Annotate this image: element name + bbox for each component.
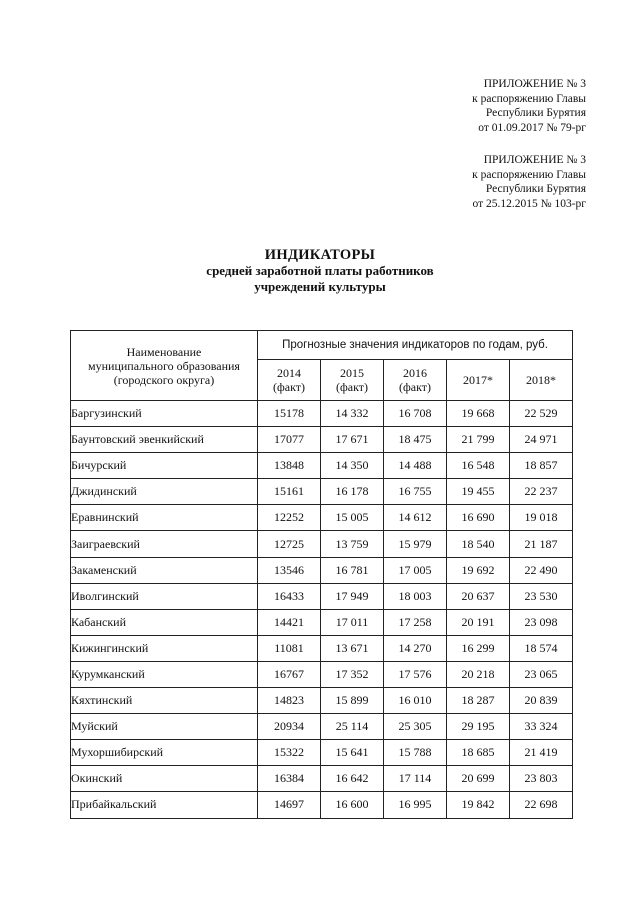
- indicator-value: 17077: [258, 427, 321, 453]
- indicator-value: 17 671: [321, 427, 384, 453]
- year-column-header: [258, 360, 321, 401]
- municipality-name: Муйский: [71, 714, 258, 740]
- indicator-value: 18 685: [447, 740, 510, 766]
- title-line-3: учреждений культуры: [254, 279, 386, 294]
- table-row: [71, 427, 573, 453]
- indicator-value: 16 755: [384, 479, 447, 505]
- appendix-ref: к распоряжению Главы: [472, 168, 586, 181]
- indicator-value: 15178: [258, 401, 321, 427]
- indicator-value: 17 352: [321, 661, 384, 687]
- appendix-title: ПРИЛОЖЕНИЕ № 3: [483, 154, 586, 166]
- municipality-name: Кяхтинский: [71, 688, 258, 714]
- indicator-value: 17 011: [321, 609, 384, 635]
- indicator-value: 22 529: [510, 401, 573, 427]
- indicator-value: 13 671: [321, 635, 384, 661]
- header-line: Наименование: [126, 344, 202, 359]
- table-row: [71, 661, 573, 687]
- indicator-value: 16 690: [447, 505, 510, 531]
- table-row: [71, 740, 573, 766]
- municipality-name: Курумканский: [71, 661, 258, 687]
- indicator-value: 23 098: [510, 609, 573, 635]
- indicator-value: 16 708: [384, 401, 447, 427]
- municipality-name: Джидинский: [71, 479, 258, 505]
- year-column-header: [384, 360, 447, 401]
- indicator-value: 14421: [258, 609, 321, 635]
- indicator-value: 14 270: [384, 635, 447, 661]
- appendix-current: [472, 77, 586, 135]
- forecast-group-header: Прогнозные значения индикаторов по годам, руб.: [258, 331, 573, 360]
- header-line: муниципального образования: [88, 358, 240, 373]
- table-row: [71, 609, 573, 635]
- municipality-name: Прибайкальский: [71, 792, 258, 818]
- table-row: [71, 635, 573, 661]
- indicator-value: 17 114: [384, 766, 447, 792]
- indicator-value: 16 010: [384, 688, 447, 714]
- indicator-value: 29 195: [447, 714, 510, 740]
- indicator-value: 13848: [258, 453, 321, 479]
- indicator-value: 18 574: [510, 635, 573, 661]
- table-row: [71, 766, 573, 792]
- indicator-value: 16767: [258, 661, 321, 687]
- indicator-value: 17 576: [384, 661, 447, 687]
- indicator-value: 19 455: [447, 479, 510, 505]
- table-row: [71, 714, 573, 740]
- indicator-value: 25 114: [321, 714, 384, 740]
- indicator-value: 16 781: [321, 557, 384, 583]
- appendix-date: от 25.12.2015 № 103-рг: [472, 197, 586, 210]
- indicator-value: 18 857: [510, 453, 573, 479]
- year-label: 2014: [277, 366, 301, 380]
- indicator-value: 14 332: [321, 401, 384, 427]
- indicator-value: 33 324: [510, 714, 573, 740]
- table-row: [71, 505, 573, 531]
- municipality-name: Заиграевский: [71, 531, 258, 557]
- indicator-value: 16 995: [384, 792, 447, 818]
- indicator-value: 23 530: [510, 583, 573, 609]
- header-line: (городского округа): [113, 372, 215, 387]
- indicator-value: 12252: [258, 505, 321, 531]
- indicator-value: 18 287: [447, 688, 510, 714]
- year-note: (факт): [398, 380, 431, 394]
- indicator-value: 23 065: [510, 661, 573, 687]
- indicator-value: 19 668: [447, 401, 510, 427]
- year-note: (факт): [272, 380, 305, 394]
- indicator-value: 15161: [258, 479, 321, 505]
- municipality-name: Иволгинский: [71, 583, 258, 609]
- appendix-previous: [472, 153, 586, 211]
- indicator-value: 17 949: [321, 583, 384, 609]
- indicator-value: 22 698: [510, 792, 573, 818]
- year-label: 2018*: [526, 373, 557, 387]
- indicator-value: 24 971: [510, 427, 573, 453]
- appendix-authority: Республики Бурятия: [485, 107, 586, 119]
- year-column-header: [447, 360, 510, 401]
- indicator-value: 21 187: [510, 531, 573, 557]
- table-row: [71, 479, 573, 505]
- indicator-value: 16 548: [447, 453, 510, 479]
- indicator-value: 20 637: [447, 583, 510, 609]
- municipality-name: Баргузинский: [71, 401, 258, 427]
- indicator-value: 15322: [258, 740, 321, 766]
- indicator-value: 18 003: [384, 583, 447, 609]
- indicator-value: 17 258: [384, 609, 447, 635]
- table-row: [71, 583, 573, 609]
- year-label: 2016: [403, 366, 427, 380]
- indicator-value: 22 490: [510, 557, 573, 583]
- indicator-value: 20934: [258, 714, 321, 740]
- indicator-value: 14 350: [321, 453, 384, 479]
- municipality-name: Кижингинский: [71, 635, 258, 661]
- table-body: [71, 401, 573, 819]
- table-row: [71, 401, 573, 427]
- indicator-value: 20 191: [447, 609, 510, 635]
- appendix-authority: Республики Бурятия: [485, 183, 586, 195]
- indicator-value: 11081: [258, 635, 321, 661]
- indicator-value: 15 788: [384, 740, 447, 766]
- indicator-value: 12725: [258, 531, 321, 557]
- table-row: [71, 531, 573, 557]
- table-row: [71, 688, 573, 714]
- municipality-column-header: [71, 331, 258, 401]
- indicator-value: 14697: [258, 792, 321, 818]
- indicator-value: 20 699: [447, 766, 510, 792]
- indicators-table: [70, 330, 573, 819]
- table-row: [71, 453, 573, 479]
- indicator-value: 19 692: [447, 557, 510, 583]
- indicator-value: 15 005: [321, 505, 384, 531]
- indicator-value: 14 612: [384, 505, 447, 531]
- table-row: [71, 792, 573, 818]
- indicator-value: 19 018: [510, 505, 573, 531]
- appendix-date: от 01.09.2017 № 79-рг: [478, 121, 586, 134]
- municipality-name: Мухоршибирский: [71, 740, 258, 766]
- indicator-value: 20 218: [447, 661, 510, 687]
- indicator-value: 20 839: [510, 688, 573, 714]
- title-line-2: средней заработной платы работников: [206, 263, 434, 278]
- indicator-value: 13 759: [321, 531, 384, 557]
- indicator-value: 16433: [258, 583, 321, 609]
- indicator-value: 22 237: [510, 479, 573, 505]
- municipality-name: Баунтовский эвенкийский: [71, 427, 258, 453]
- indicator-value: 16 642: [321, 766, 384, 792]
- document-title: [0, 247, 640, 295]
- indicator-value: 16384: [258, 766, 321, 792]
- indicator-value: 18 475: [384, 427, 447, 453]
- year-column-header: [510, 360, 573, 401]
- indicator-value: 16 299: [447, 635, 510, 661]
- municipality-name: Окинский: [71, 766, 258, 792]
- year-label: 2015: [340, 366, 364, 380]
- indicator-value: 21 799: [447, 427, 510, 453]
- municipality-name: Еравнинский: [71, 505, 258, 531]
- indicator-value: 19 842: [447, 792, 510, 818]
- indicator-value: 25 305: [384, 714, 447, 740]
- indicator-value: 15 899: [321, 688, 384, 714]
- indicator-value: 23 803: [510, 766, 573, 792]
- indicator-value: 15 979: [384, 531, 447, 557]
- year-column-header: [321, 360, 384, 401]
- indicator-value: 14 488: [384, 453, 447, 479]
- municipality-name: Кабанский: [71, 609, 258, 635]
- indicator-value: 13546: [258, 557, 321, 583]
- municipality-name: Бичурский: [71, 453, 258, 479]
- table-row: [71, 557, 573, 583]
- title-main: ИНДИКАТОРЫ: [264, 247, 376, 263]
- indicator-value: 16 178: [321, 479, 384, 505]
- appendix-ref: к распоряжению Главы: [472, 92, 586, 105]
- indicator-value: 18 540: [447, 531, 510, 557]
- year-note: (факт): [335, 380, 368, 394]
- indicator-value: 21 419: [510, 740, 573, 766]
- indicator-value: 16 600: [321, 792, 384, 818]
- municipality-name: Закаменский: [71, 557, 258, 583]
- indicator-value: 15 641: [321, 740, 384, 766]
- year-label: 2017*: [463, 373, 493, 387]
- indicator-value: 17 005: [384, 557, 447, 583]
- appendix-title: ПРИЛОЖЕНИЕ № 3: [483, 78, 586, 90]
- indicator-value: 14823: [258, 688, 321, 714]
